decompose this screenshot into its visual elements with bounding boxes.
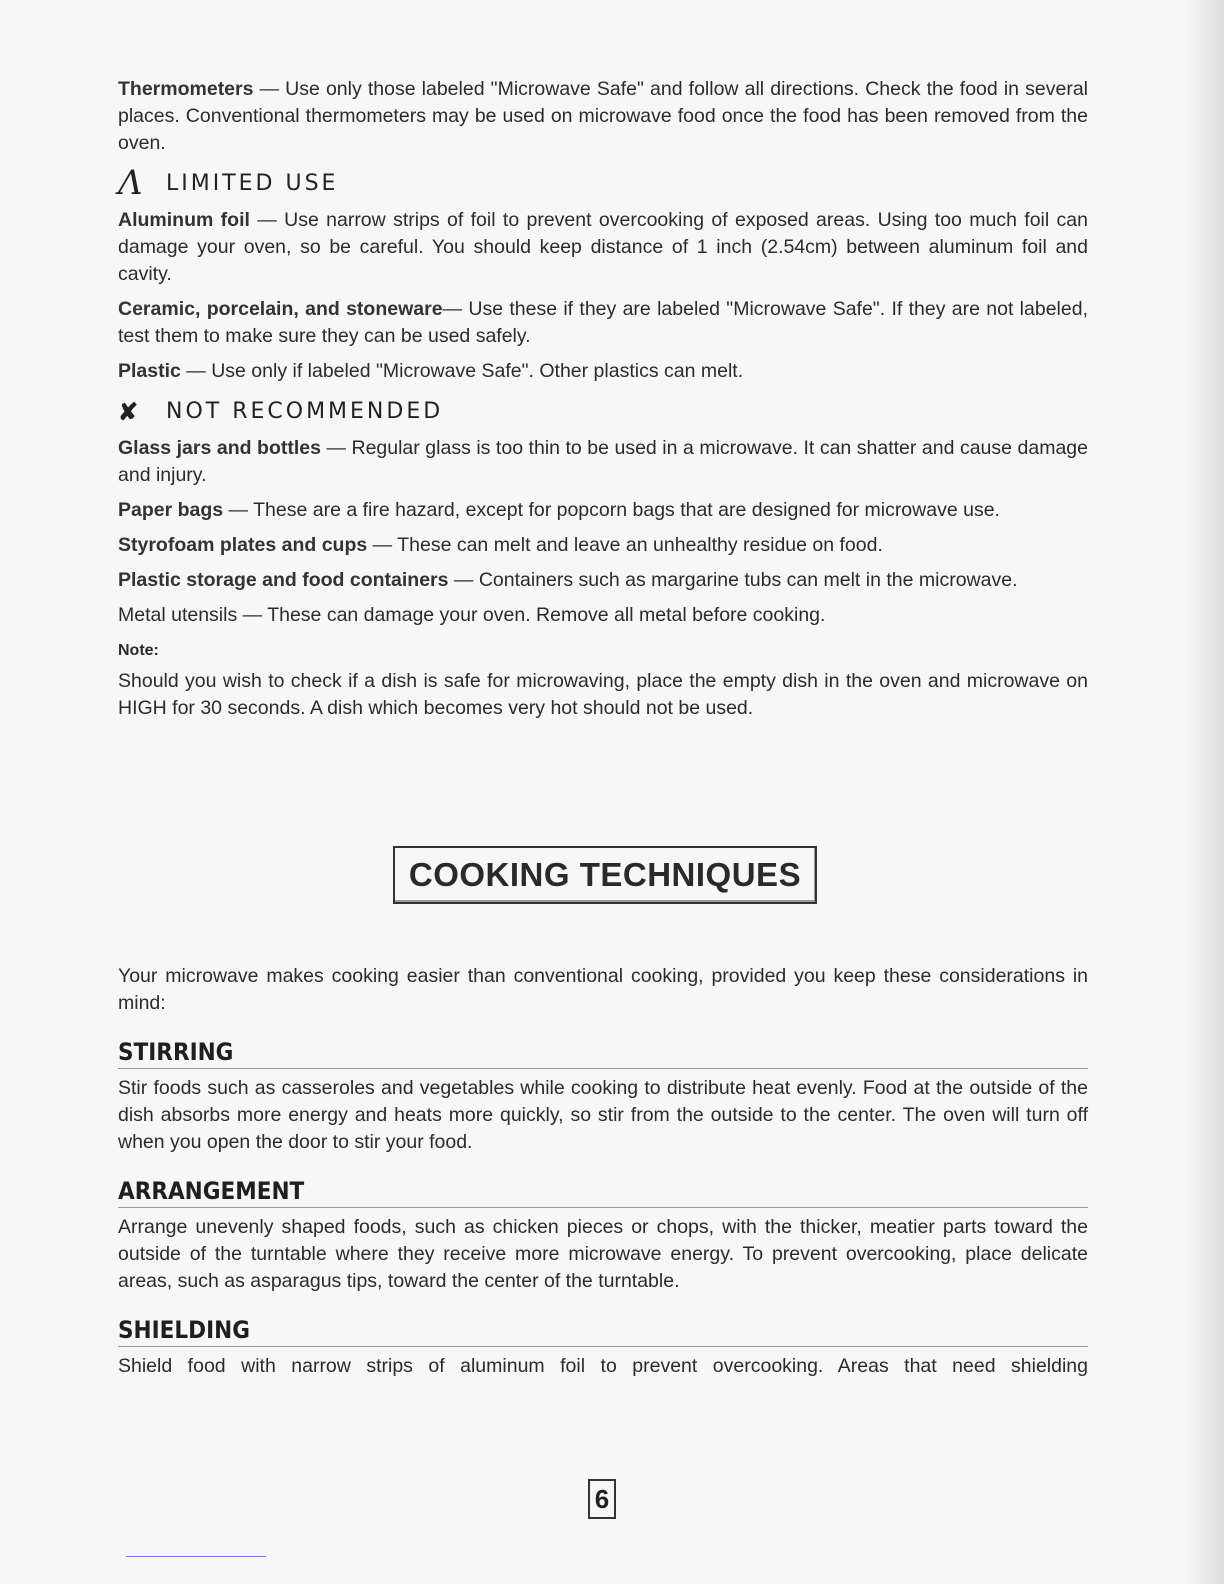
page-number: 6	[588, 1479, 616, 1519]
paper-bags-term: Paper bags	[118, 499, 224, 521]
note-label: Note:	[118, 642, 159, 659]
plastic-storage-text: — Containers such as margarine tubs can melt in the microwave.	[448, 569, 1018, 591]
plastic-storage-term: Plastic storage and food containers	[118, 569, 449, 591]
glass-jars-term: Glass jars and bottles	[118, 437, 321, 459]
limited-use-label: LIMITED USE	[166, 170, 339, 196]
stirring-heading: STIRRING	[118, 1039, 1088, 1069]
limited-use-heading	[118, 162, 1088, 203]
styrofoam-paragraph	[118, 532, 1088, 559]
thermometers-term: Thermometers	[118, 78, 254, 100]
arrangement-text: Arrange unevenly shaped foods, such as chicken pieces or chops, with the thicker, meatier parts toward the outside of the turntable where they receive more microwave energy. To prevent overcooking, place delicate areas, such as asparagus tips, toward the center of the turntable.	[118, 1216, 1088, 1292]
paper-bags-text: — These are a fire hazard, except for popcorn bags that are designed for microwave use.	[223, 499, 1000, 521]
arrangement-heading: ARRANGEMENT	[118, 1178, 1088, 1208]
not-recommended-label: NOT RECOMMENDED	[166, 398, 444, 424]
plastic-paragraph	[118, 358, 1088, 385]
not-recommended-heading	[118, 393, 1088, 429]
glass-jars-text: — Regular glass is too thin to be used in a microwave. It can shatter and cause damage and injury.	[118, 437, 1088, 486]
plastic-storage-paragraph	[118, 567, 1088, 594]
plastic-term: Plastic	[118, 360, 181, 382]
aluminum-foil-text: — Use narrow strips of foil to prevent overcooking of exposed areas. Using too much foil can damage your oven, so be careful. You should keep distance of 1 inch (2.54cm) between aluminum foil and cavity.	[118, 209, 1088, 285]
aluminum-foil-paragraph	[118, 207, 1088, 288]
ceramic-term: Ceramic, porcelain, and stoneware	[118, 298, 443, 320]
thermometers-text: — Use only those labeled "Microwave Safe" and follow all directions. Check the food in several places. Conventional thermometers may be used on microwave food once the food has been removed from the oven.	[118, 78, 1088, 154]
shielding-text: Shield food with narrow strips of aluminum foil to prevent overcooking. Areas that need shielding	[118, 1355, 1088, 1377]
metal-utensils-paragraph: Metal utensils — These can damage your oven. Remove all metal before cooking.	[118, 604, 826, 626]
paper-bags-paragraph	[118, 497, 1088, 524]
ceramic-text: — Use these if they are labeled "Microwave Safe". If they are not labeled, test them to make sure they can be used safely.	[118, 298, 1088, 347]
upper-content	[118, 76, 1088, 730]
bottom-divider	[126, 1556, 266, 1557]
thermometers-paragraph	[118, 76, 1088, 157]
limited-use-icon: Λ	[118, 162, 143, 203]
aluminum-foil-term: Aluminum foil	[118, 209, 250, 231]
styrofoam-text: — These can melt and leave an unhealthy residue on food.	[367, 534, 883, 556]
page-edge-shadow	[1184, 0, 1224, 1584]
note-text: Should you wish to check if a dish is safe for microwaving, place the empty dish in the oven and microwave on HIGH for 30 seconds. A dish which becomes very hot should not be used.	[118, 670, 1088, 719]
styrofoam-term: Styrofoam plates and cups	[118, 534, 368, 556]
lower-content	[118, 963, 1088, 1388]
glass-jars-paragraph	[118, 435, 1088, 489]
cooking-techniques-banner: COOKING TECHNIQUES	[393, 846, 817, 904]
shielding-heading: SHIELDING	[118, 1317, 1088, 1347]
cross-icon: ✘	[118, 396, 139, 426]
stirring-text: Stir foods such as casseroles and vegetables while cooking to distribute heat evenly. Food at the outside of the dish absorbs more energy and heats more quickly, so stir from the outside to the center. The oven will turn off when you open the door to stir your food.	[118, 1077, 1088, 1153]
banner-wrapper	[0, 846, 1224, 904]
intro-paragraph: Your microwave makes cooking easier than conventional cooking, provided you keep these considerations in mind:	[118, 965, 1088, 1014]
ceramic-paragraph	[118, 296, 1088, 350]
plastic-text: — Use only if labeled "Microwave Safe". Other plastics can melt.	[180, 360, 744, 382]
